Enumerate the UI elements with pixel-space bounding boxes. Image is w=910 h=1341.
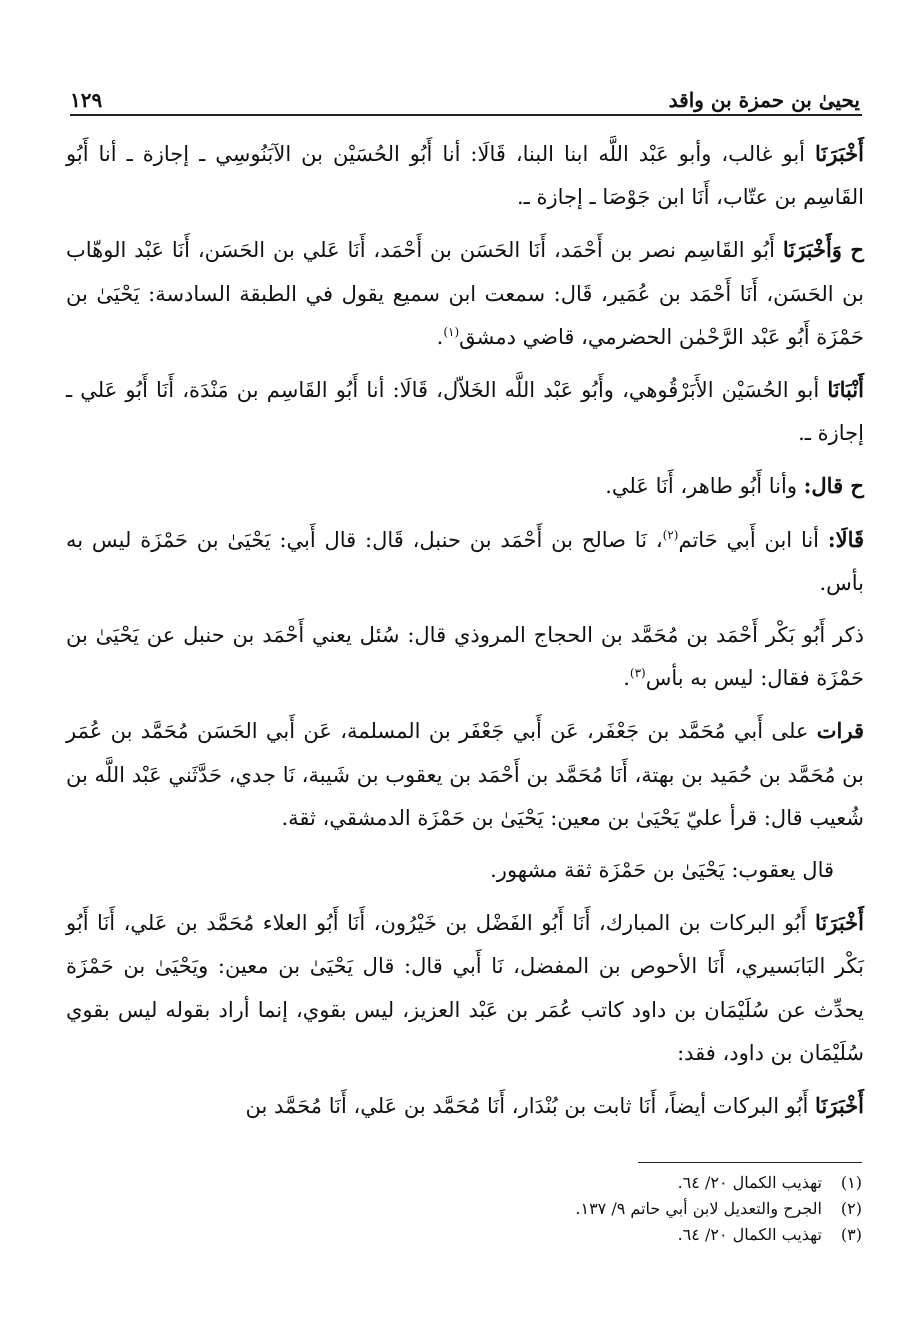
paragraph-text: أبو غالب، وأبو عَبْد اللَّه ابنا البنا، قَالَا: أنا أَبُو الحُسَيْن بن الآبَنُوسِي ـ إجازة ـ أنا أَبُو القَاسِم بن عتّاب، أَنَا ابن جَوْصَا ـ إجازة ـ. — [66, 142, 864, 210]
paragraph-lead: أَخْبَرَنَا — [815, 910, 864, 936]
paragraph-tail: . — [623, 666, 630, 691]
running-head — [70, 78, 860, 112]
footnote-ref: (٣) — [629, 666, 646, 681]
paragraph-text: أَبُو البركات أيضاً، أَنَا ثابت بن بُنْدَار، أَنَا مُحَمَّد بن عَلي، أَنَا مُحَمَّد بن — [245, 1094, 816, 1119]
paragraph-text: أَبُو البركات بن المبارك، أَنَا أَبُو الفَضْل بن خَيْرُون، أَنَا أَبُو العلاء مُحَمَّد بن عَلي، أَنَا أَبُو بَكْر البَابَسيري، أَنَا الأحوص بن المفضل، نَا أَبي قال: قال يَحْيَىٰ بن معين: ويَحْيَىٰ بن حَمْزَة يحدِّث عن سُلَيْمَان بن داود كاتب عُمَر بن عَبْد العزيز، ليس بقوي، إنما أراد بقوله ليس بقوي سُلَيْمَان بن داود، فقد: — [66, 911, 864, 1065]
paragraph-tail: ، نَا صالح بن أَحْمَد بن حنبل، قَال: قال أَبي: يَحْيَىٰ بن حَمْزَة ليس به بأس. — [66, 527, 864, 595]
paragraph — [66, 901, 864, 1075]
footnote-number: (٣) — [840, 1225, 862, 1244]
paragraph-lead: قَالَا: — [827, 526, 865, 552]
chapter-title: يحيىٰ بن حمزة بن واقد — [668, 88, 860, 112]
paragraph — [66, 464, 864, 508]
footnote-number: (١) — [840, 1173, 862, 1192]
paragraph-text: وأنا أَبُو طاهر، أَنَا عَلي. — [605, 474, 804, 499]
paragraph-text: أنا ابن أَبي حَاتم — [678, 527, 828, 552]
paragraph-text: ذكر أَبُو بَكْر أَحْمَد بن مُحَمَّد بن الحجاج المروذي قال: سُئل يعني أَحْمَد بن حنبل عن يَحْيَىٰ بن حَمْزَة فقال: ليس به بأس — [66, 623, 864, 691]
paragraph — [66, 1084, 864, 1128]
paragraph-text: على أَبي مُحَمَّد بن جَعْفَر، عَن أَبي جَعْفَر بن المسلمة، عَن أَبي الحَسَن مُحَمَّد بن عُمَر بن مُحَمَّد بن حُمَيد بن بهتة، أَنَا مُحَمَّد بن أَحْمَد بن يعقوب بن شَيبة، نَا جدي، حَدَّثَني عَبْد اللَّه بن شُعيب قال: قرأ عليّ يَحْيَىٰ بن معين: يَحْيَىٰ بن حَمْزَة الدمشقي، ثقة. — [66, 719, 864, 830]
page-number: ١٢٩ — [70, 88, 103, 112]
footnote-number: (٢) — [840, 1199, 862, 1218]
paragraph — [66, 614, 864, 700]
paragraph — [66, 709, 864, 840]
paragraph — [66, 368, 864, 455]
paragraph-lead: أَنْبَانَا — [827, 377, 864, 403]
footnote-ref: (١) — [443, 324, 460, 339]
paragraph-lead: أَخْبَرَنَا — [815, 1093, 864, 1119]
footnote-text: تهذيب الكمال ٢٠/ ٦٤. — [677, 1173, 822, 1192]
paragraph — [66, 518, 864, 605]
footnotes — [300, 1170, 862, 1248]
paragraph — [66, 849, 864, 892]
footnote-text: تهذيب الكمال ٢٠/ ٦٤. — [677, 1225, 822, 1244]
paragraph-tail: . — [436, 324, 444, 349]
paragraph-lead: قرات — [816, 718, 864, 744]
footnote — [300, 1170, 862, 1196]
footnote — [300, 1196, 862, 1222]
main-text — [66, 132, 864, 1137]
paragraph-text: أبو الحُسَيْن الأَبَرْقُوهي، وأَبُو عَبْد اللَّه الخَلاّل، قَالَا: أنا أَبُو القَاسِم بن مَنْدَة، أَنَا أَبُو عَلي ـ إجازة ـ. — [66, 378, 864, 446]
paragraph-text: أَبُو القَاسِم نصر بن أَحْمَد، أَنَا الحَسَن بن أَحْمَد، أَنَا عَلي بن الحَسَن، أَنَا عَبْد الوهّاب بن الحَسَن، أَنَا أَحْمَد بن عُمَير، قَال: سمعت ابن سميع يقول في الطبقة السادسة: يَحْيَىٰ بن حَمْزَة أَبُو عَبْد الرَّحْمٰن الحضرمي، قاضي دمشق — [66, 238, 864, 349]
header-rule — [70, 114, 862, 116]
paragraph-lead: أَخْبَرَنَا — [815, 141, 864, 166]
footnote-ref: (٢) — [662, 527, 679, 542]
paragraph-lead: ح وَأَخْبَرَنَا — [782, 237, 864, 263]
footnote — [300, 1222, 862, 1248]
footnote-text: الجرح والتعديل لابن أبي حاتم ٩/ ١٣٧. — [575, 1199, 822, 1218]
footnote-rule — [638, 1162, 862, 1163]
paragraph-lead: ح قال: — [803, 473, 864, 499]
paragraph-text: قال يعقوب: يَحْيَىٰ بن حَمْزَة ثقة مشهور. — [490, 858, 834, 883]
paragraph — [66, 228, 864, 359]
paragraph — [66, 132, 864, 219]
